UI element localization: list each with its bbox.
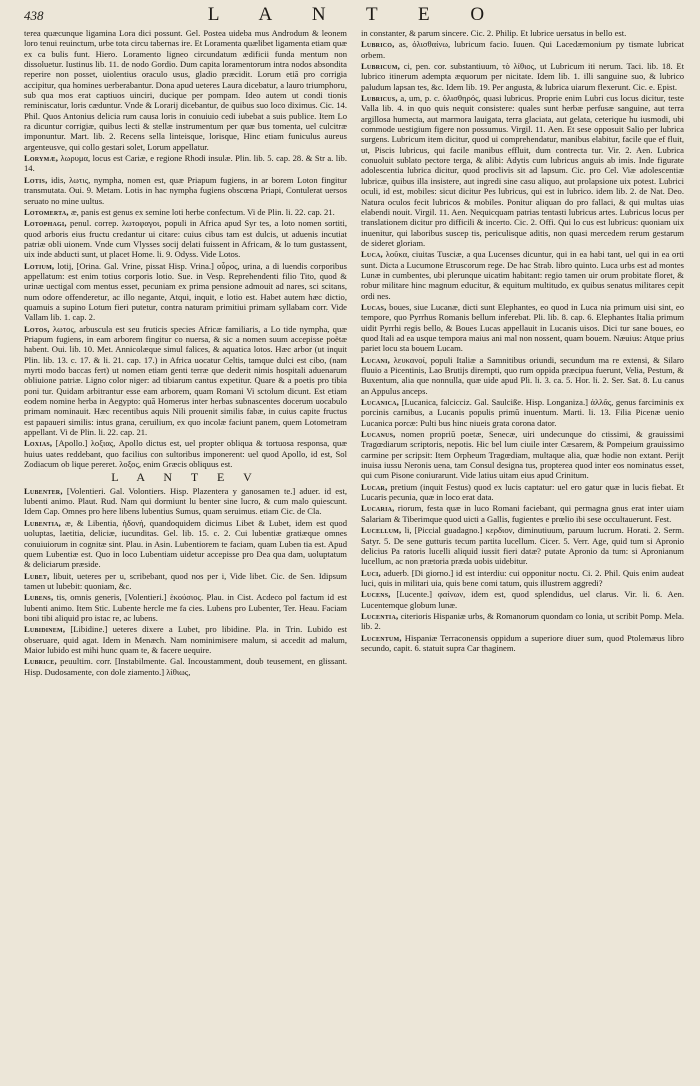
entry-headword: Lucas, xyxy=(361,301,387,312)
dictionary-entry xyxy=(24,571,347,592)
entry-text: citerioris Hispaniæ urbs, & Romanorum quondam co lonia, ut scribit Pomp. Mela. lib. 2. xyxy=(361,610,684,632)
entry-headword: Lucentum, xyxy=(361,632,402,643)
entry-text: [Libidine.] ueteres dixere a Lubet, pro libidine. Pla. in Trin. Lubido est obseruare, quid agat. Idem in Menæch. Nam nominimisere malum, si accedit ad malum, Maior lubido est mihi hunc quam te, & facere uequire. xyxy=(24,624,347,655)
entry-headword: Lucar, xyxy=(361,481,388,492)
entry-text: idis, λωτις, nympha, nomen est, quæ Priapum fugiens, in ar borem Loton fingitur transmutata. Oui. 9. Metam. Lotis in hac nympha fugiens obscœna Priapi, Contulerat uersos seruato no mine uultus. xyxy=(24,174,347,206)
entry-text: [Lucente.] φαίνων, idem est, quod splendidus, uel clarus. Vir. li. 6. Aen. Lucentemque globum lunæ. xyxy=(361,589,684,610)
entry-text: [Volentieri. Gal. Volontiers. Hisp. Plazentera y ganosamen te.] aduer. id est, lubenti animo. Plaut. Rud. Nam qui dormiunt lu benter sine lucro, & cum malo quiescunt. Idem Cap. Omnes pro here libens lubentius Sumus, quam seruimus. etiam Cic. de Cla. xyxy=(24,485,347,517)
dictionary-entry xyxy=(24,207,347,217)
section-heading: L A N T E V xyxy=(111,470,260,485)
entry-text: in constanter, & parum sincere. Cic. 2. Philip. Et lubrice uersatus in bello est. xyxy=(361,28,627,38)
dictionary-entry xyxy=(24,261,347,323)
entry-text: λωτος, arbuscula est seu fruticis species Africæ familiaris, a Lo tide nympha, quæ Priapum fugiens, in eam arborem fingitur co nuersa, & sic a nomen suum accepisse poëtæ habent. Oui. lib. 10. Met. Annicolæque simul falices, & aquatica lotos. Hæc arbor (ut inquit Plin. lib. 13. c. 17. & li. 21. cap. 17.) in Africa uocatur Celtis, tamque dulci est cibo, (nam myrti modo baccas fert) ut nomen etiam genti terræ que dederit nimis hospitali aduenarum obliuione patriæ. Ligno color niger: ad tibiarum cantus expetitur. Quare & a poetis pro tibia poni tur. Quidam arbitrantur esse eam arborem, quam Romani Vi sctolum dicunt. Est etiam eodem nomine herba in Aegypto: quā Homerus inter herbas subnascentes docerum uocabulo primam nominauit. Hæc recentibus aquis Nili prouenit similis fabæ, in cuius capite fructus est papaueri similis: intus grana, ceruilium, ex quo incolæ faciunt panem, quem Lotometram appellant. Vi de Plin. li. 22. cap. 21. xyxy=(24,323,347,438)
dictionary-entry xyxy=(361,61,684,92)
entry-headword: Lucanica, xyxy=(361,397,400,408)
dictionary-entry xyxy=(24,592,347,623)
entry-text: libuit, ueteres per u, scribebant, quod nos per i, Vide libet. Cic. de Sen. Idipsum tamen ut lubebit: quoniam, &c. xyxy=(24,570,347,591)
entry-text: boues, siue Lucanæ, dicti sunt Elephantes, eo quod in Luca nia primum uisi sint, eo tempore, quo Pyrrhus Romanis bellum inferebat. Pli. lib. 8. cap. 6. Elephantes Italia primum uidit Pyrrhi regis bello, & Boues Lucas appellauit in Lucanis uisos. Dici tur sane boues, eo quod Itali ad ea usque tempora maius ani mal non nossent, quam bouem. Næuius: Atque prius pariet locu sta bouem Lucam. xyxy=(361,301,684,354)
dictionary-entry xyxy=(361,397,684,428)
entry-text: [Apollo.] λοξιας, Apollo dictus est, uel propter obliqua & tortuosa responsa, quæ huius uates reddebant, quo facilius con sultoribus imponerent: uel quod Apollo, id est, Sol Zodiacum ob lique pereret. λοξος, enim Græcis obliquus est. xyxy=(24,438,347,470)
entry-continuation xyxy=(24,28,347,152)
entry-headword: Lubidinem, xyxy=(24,624,66,635)
entry-text: li, [Piccial guadagno.] κερδιον, diminutiuum, paruum lucrum. Horati. 2. Serm. Satyr. 5. De sene gutturis tecum partita lucellum. Cicer. 5. Verr. Age, quid tum si Apronio delicius Pa ratoris lucelli aliquid iussit fieri datæ? putate Apronio da tum: si Apronianum lucellum, ac non prætoria præda uobis uidebitur. xyxy=(361,525,684,567)
entry-headword: Lotophagi, xyxy=(24,218,67,229)
entry-text: ci, pen. cor. substantiuum, τὸ λίθιος, ut Lubricum iti nerum. Taci. lib. 18. Et lubrico itinerum adempta æquorum per nicitate. Idem lib. 1. illi sanguine suo, & lubrico paludum lapsan tes, &c. Idem lib. 19. Per angusta, & lubrica uiarum flexerunt. Cic. e. Epist. xyxy=(361,61,684,92)
dictionary-entry xyxy=(361,429,684,481)
entry-headword: Lubricum, xyxy=(361,61,401,72)
dictionary-entry xyxy=(24,656,347,677)
entry-headword: Lubens, xyxy=(24,592,54,603)
dictionary-entry xyxy=(361,568,684,589)
dictionary-entry xyxy=(361,611,684,632)
dictionary-entry xyxy=(361,355,684,396)
right-column xyxy=(361,28,684,1078)
entry-text: λευκανοί, populi Italiæ a Samnitibus oriundi, secundum ma re extensi, & Silaro fluuio a Picentinis, Lao Brutijs dirempti, quo rum oppida præcipua fuerunt, Velia, Pestum, & Buxentum, alia que nonnulla, quæ uide apud Pli. li. 3. ca. 5. Hor. li. 2. Ser. Sat. 8. Lu canus an Appulus anceps. xyxy=(361,354,684,396)
entry-headword: Lubentia, xyxy=(24,517,62,528)
entry-headword: Lubenter, xyxy=(24,485,63,496)
dictionary-entry xyxy=(361,633,684,654)
entry-text: tis, omnis generis, [Volentieri.] ἑκούσιος. Plau. in Cist. Acdeco pol factum id est lubenti animo. Item Stic. Lubente hercle me fa cies. Lubens pro Lubenter, Ter. Heau. Faciam boni tibi aliquid pro istac re, ac lubens. xyxy=(24,592,347,623)
dictionary-entry xyxy=(361,503,684,524)
dictionary-entry xyxy=(361,93,684,248)
entry-headword: Lubricus, xyxy=(361,93,398,104)
dictionary-entry xyxy=(24,175,347,206)
entry-text: terea quæcunque ligamina Lora dici possunt. Gel. Postea uideba mus Androdum & leonem loro tenui reuinctum, urbe tota circu tabernas ire. Et Loramenta quælibet ligamenta etiam quæ ex ca bulis funt. Hiero. Loramento ligneo circundatum ædificii funda mentum non dissoluetur. Iustinus lib. 11. de nodo Gordio. Dum capita loramentorum intra nodos absondita reperire non posset, uiolentius oraculo usus, gladio præcidit. Lorum etiā pro corrigia accipitur, qua homines uerberabantur. Dona apud ueteres Laura dicebatur, a lauro triumphoru, sub qua mos erat captiuos uinciri, ducique per pompam. Ideo autem ut condi tionis reminiscatur, loris cæduntur. Vnde & Lorarij dicebantur, de quibus suo loco diximus. Cic. 14. Phil. Quos Antonius delicia rum causa loris in conuiuio cedi iubebat a suis publice. Item Lo ra dicuntur corrigiæ, quibus lecti & stellæ instrumentum per quæ bus tomenta, uel culcitræ imponuntur. Mart. lib. 2. Recens sella linteisque, lorisque, Hinc etiam funiculus aureus argenteusve, qui collo gestari solet, Lorum appellatur. xyxy=(24,28,347,152)
entry-text: [Lucanica, falcicciz. Gal. Saulciße. Hisp. Longaniza.] ἀλλᾶς, genus farciminis ex porcinis carnibus, a Lucanis populis primū inuentum. Marti. li. 13. Filia Picenæ uenio Lucanica porcæ: Pulti bus hinc niueis grata corona dator. xyxy=(361,397,684,428)
entry-text: nomen propriū poetæ, Senecæ, uiri undecunque do ctissimi, & grauissimi Tragœdiarum scriptoris, nepotis. Hic bel lum ciuile inter Cæsarem, & Pompeium grauissimo carmine per scripsit: Item Orpheum Tragœdiam, multaque alia, quæ hodie non extant. Perijt inuisa iussu Neronis uena, tam Consul designa tus, propterea quod inter eos nominatus esset, qui cum Pisone coniurarunt. Vide latius uitam eius apud Crinitum. xyxy=(361,429,684,481)
entry-text: a, um, p. c. ὀλισθηρός, quasi lubricus. Proprie enim Lubri cus locus dicitur, teste Valla lib. 4. in quo quis nequit consistere: quales sunt herbæ perfusæ sanguine, aut terra argillosa humecta, aut marmora lauigata, terra glaciata, aut gelata, ceterique hu iusmodi, ubi commode uestigium figere non possumus. Virgil. 11. Aen. Et sese opposuit Salio per lubrica surgens. Lubricum item dicitur, quod ui comprehendatur, manibus elabitur, facile que ef fluit, ut, Piscis lubricus, qui facile manibus effluit, dum contrecta tur. Vir. 2. Aen. Lubrica conuoluit sublato pectore terga, & alibi: Adytis cum lubricus anguis ab imis. Inde figurate adolescentia lubrica dicitur, quod proclivis sit ad lapsum. Cic. pro Cel. Viæ adolescentiæ lubricæ, quibus illa insistere, aut ingredi sine casu aliquo, aut prolapsione uix potest. Lubrici oculi, id est, mobiles: sicut dicitur Pes lubricus, qui est in lubrico. idem lib. 2. de Nat. Deo. Natura oculos fecit lubricos & mobiles. Ponitur aliquan do pro fallaci, & qui multas uias elabendi nouit. Virgil. 11. Aen. Nequicquam patrias tentasti lubricus artes. Lubricus locus per translationem dicitur pro difficili & incerto. Cic. 2. Offi. Qui lo cus est lubricus: quoniam uix inuenitur, qui laboribus suscep tis, periculisque aditis, non quasi mercedem rerum gestarum de sideret gloriam. xyxy=(361,93,684,248)
dictionary-entry xyxy=(24,438,347,469)
entry-text: pretium (inquit Festus) quod ex lucis captatur: uel ero gatur quæ in lucis fiebat. Et Lucaris pecunia, quæ in loco erat data. xyxy=(361,481,684,503)
entry-headword: Lotomerta, xyxy=(24,206,69,217)
dictionary-entry xyxy=(24,486,347,517)
entry-text: λοῦκα, ciuitas Tusciæ, a qua Lucenses dicuntur, qui in ea habi tant, uel qui in ea orti sunt. Dicta a Lucumone Etruscorum rege. De hac Strab. libro quinto. Luca urbs est ad montes Lunæ in cumbentes, ubi plerunque uicatim habitant: regio tamen uir orum probitate floret, & robur militare hinc magnum educitur, & equitum multitudo, ex quibus senatus militares cepit ordi nes. xyxy=(361,249,684,301)
entry-continuation xyxy=(361,28,684,38)
entry-headword: Lubrico, xyxy=(361,39,395,50)
entry-headword: Luci, xyxy=(361,567,381,578)
dictionary-entry xyxy=(24,324,347,438)
dictionary-entry xyxy=(361,525,684,566)
entry-text: λωρυμα, locus est Cariæ, e regione Rhodi insulæ. Plin. lib. 5. cap. 28. & Str a. lib. 14. xyxy=(24,153,347,174)
entry-headword: Lubrice, xyxy=(24,656,57,667)
dictionary-entry xyxy=(24,624,347,655)
dictionary-entry xyxy=(24,153,347,174)
entry-headword: Lucellum, xyxy=(361,525,402,536)
dictionary-entry xyxy=(361,249,684,301)
entry-headword: Loxias, xyxy=(24,438,53,449)
entry-text: penul. correp. λωτοφαγοι, populi in Africa apud Syr tes, a loto nomen sortiti, quod arboris eius fructu credantur ui citare: cuius cibus tam est dulcis, ut aduenis incutiat patriæ obli uionem. Vnde cum Vlysses socij delati fuissent in Africam, & lo tum gustassent, uix inde abducti sunt, ut placet Home. li. 9. Odyss. Vide Lotos. xyxy=(24,218,347,260)
entry-text: riorum, festa quæ in luco Romani faciebant, qui permagna gnus erat inter uiam Salariam & Tiberimque quod uicti a Gallis, fugientes e prœlio ibi sese occultauerunt. Fest. xyxy=(361,503,684,524)
entry-headword: Lubet, xyxy=(24,570,50,581)
entry-text: æ, panis est genus ex semine loti herbe confectum. Vi de Plin. li. 22. cap. 21. xyxy=(70,206,335,217)
page-header xyxy=(24,4,686,28)
entry-headword: Lucens, xyxy=(361,589,391,600)
dictionary-entry xyxy=(361,302,684,354)
entry-headword: Lotos, xyxy=(24,323,50,334)
page-number: 438 xyxy=(24,8,44,23)
entry-headword: Lucentia, xyxy=(361,610,399,621)
entry-text: aduerb. [Di giorno.] id est interdiu: cui opponitur noctu. Ci. 2. Phil. Quis enim audeat luci, quis in militari uia, quis bene comi tatum, quis illustrem aggredi? xyxy=(361,567,684,588)
entry-headword: Luca, xyxy=(361,249,383,260)
entry-headword: Lucanus, xyxy=(361,429,396,440)
dictionary-entry xyxy=(24,218,347,259)
dictionary-entry xyxy=(361,482,684,503)
entry-headword: Lorymæ, xyxy=(24,153,59,164)
entry-headword: Lucani, xyxy=(361,354,390,365)
entry-text: as, ὀλισθαίνω, lubricum facio. Iuuen. Qui Lacedæmonium py tismate lubricat orbem. xyxy=(361,39,684,60)
dictionary-entry xyxy=(361,39,684,60)
entry-text: æ, & Libentia, ἡδονή, quandoquidem dicimus Libet & Lubet, idem est quod uoluptas, laetitia, deliciæ, iucunditas. Gel. lib. 15. c. 2. Cui lubentiæ gratiæque omnes conuiuiorum in cognitæ sint. Plau. in Asin. Lubentiorem te faciam, quam Luben tia est. Apud quem Lubentiæ est. Quo in loco Lubentiam uidetur accepisse pro Dea qua dam, uoluptatum & deliciarum præside. xyxy=(24,517,347,570)
entry-headword: Lotis, xyxy=(24,174,48,185)
entry-headword: Lotium, xyxy=(24,260,55,271)
running-head: L A N T E O xyxy=(207,4,503,25)
dictionary-entry xyxy=(361,589,684,610)
dictionary-entry xyxy=(24,518,347,570)
entry-text: lotij, [Orina. Gal. Vrine, pissat Hisp. Vrina.] οὖρος, urina, a di luendis corporibus appellatum: est enim totius corporis lotio. Sue. in Vesp. Reprehendenti filio Tito, quod & urinæ uectigal com mentus esset, pecuniam ex prima pensione admouit ad nares, sci scitans, num odore offenderetur, ac illo negante, Atqui, inquit, e lotio est. Habet autem hæc dictio, quamuis a supino Lotum fieri putetur, contra naturam primitiui primam syllabam corr. Vide Vallam lib. 1. cap. 2. xyxy=(24,260,347,323)
entry-text: Hispaniæ Terraconensis oppidum a superiore diuer sum, quod Ptolemæus libro secundo, capit. 6. statuit supra Car thaginem. xyxy=(361,632,684,653)
left-column xyxy=(24,28,347,1078)
entry-headword: Lucaria, xyxy=(361,503,395,514)
entry-text: peuultim. corr. [Instabilmente. Gal. Incoustamment, doub teusement, en glissant. Hisp. Dudosamente, con dole ziamento.] λίθιως, xyxy=(24,656,347,677)
